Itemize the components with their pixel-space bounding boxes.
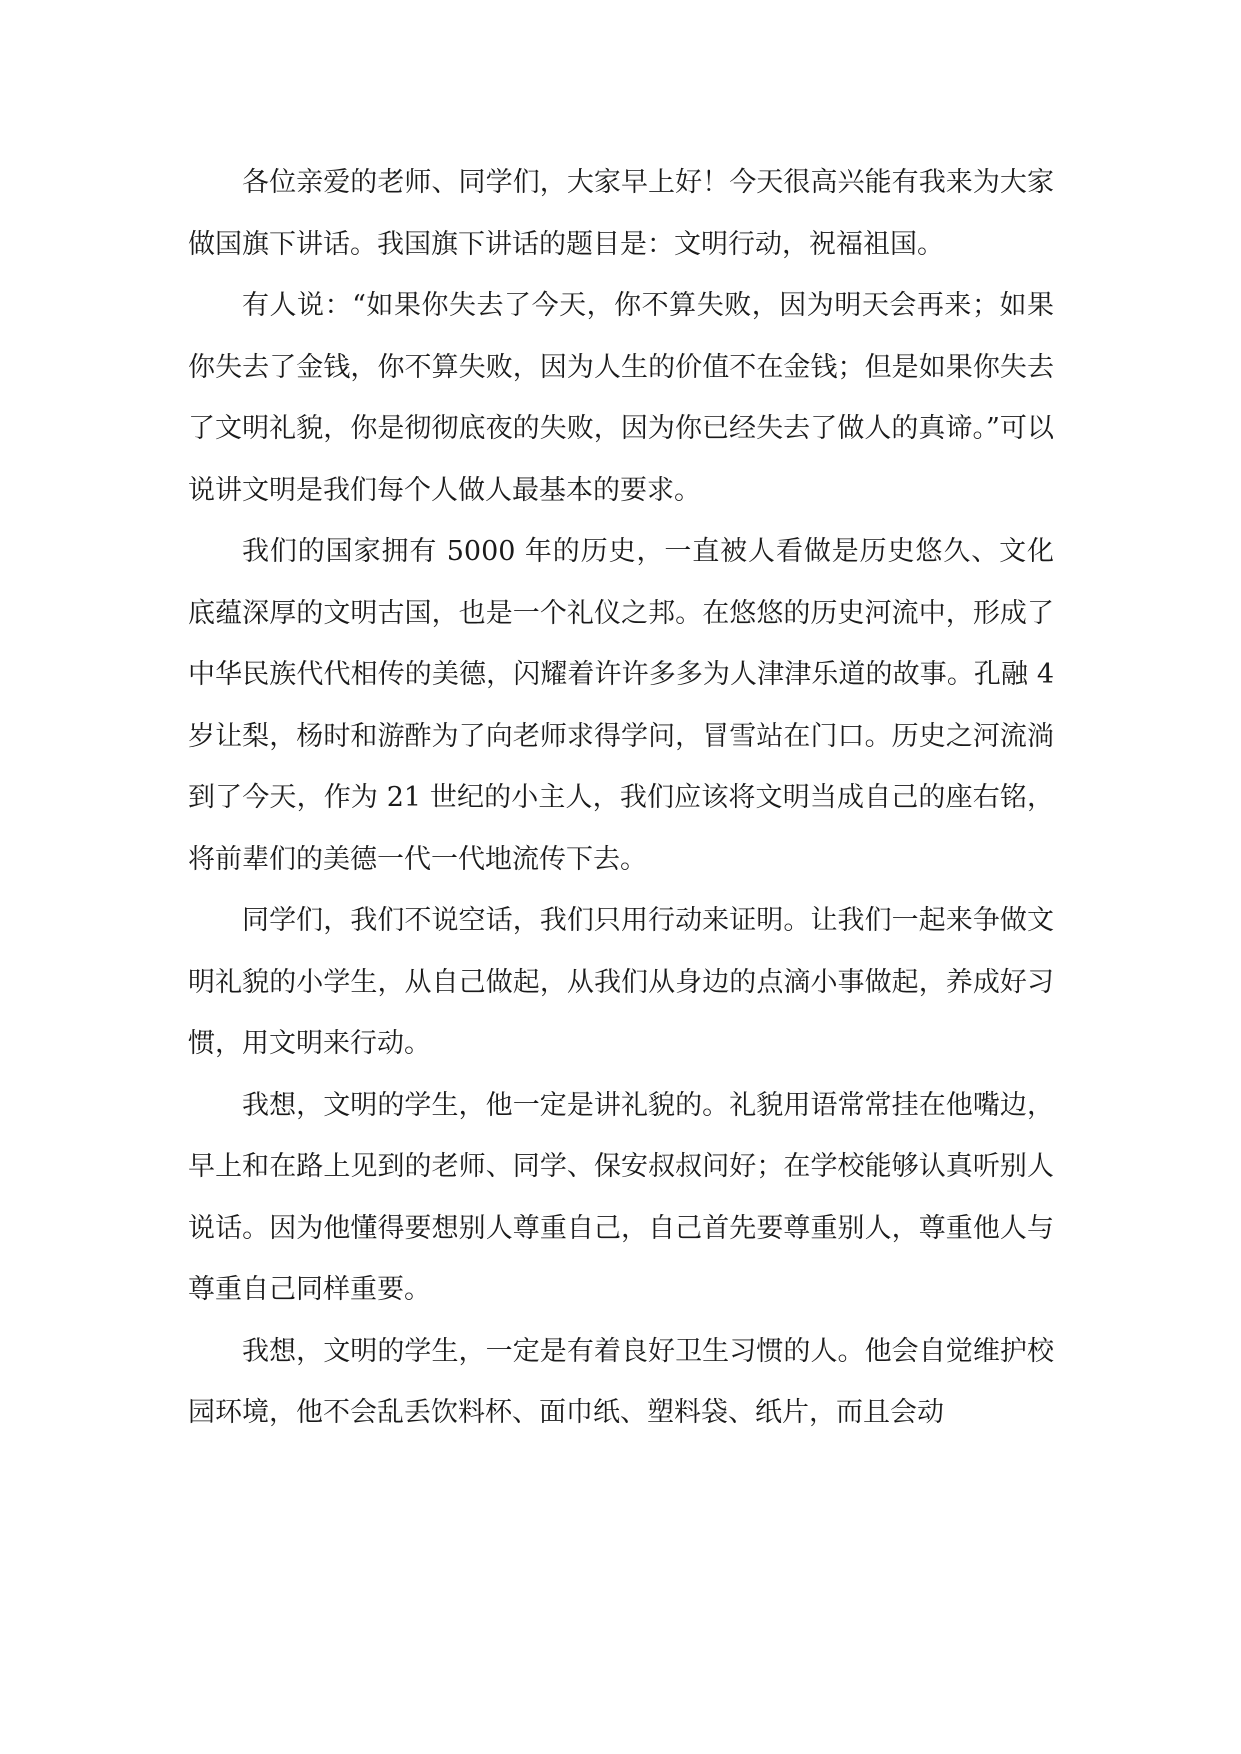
- paragraph-quote: 有人说：“如果你失去了今天，你不算失败，因为明天会再来；如果你失去了金钱，你不算失败，因为人生的价值不在金钱；但是如果你失去了文明礼貌，你是彻彻底夜的失败，因为你已经失去了做人的真谛。”可以说讲文明是我们每个人做人最基本的要求。: [188, 290, 1054, 506]
- paragraph-history: 我们的国家拥有 5000 年的历史，一直被人看做是历史悠久、文化底蕴深厚的文明古国，也是一个礼仪之邦。在悠悠的历史河流中，形成了中华民族代代相传的美德，闪耀着许许多多为人津津乐道的故事。孔融 4 岁让梨，杨时和游酢为了向老师求得学问，冒雪站在门口。历史之河流淌到了今天，作为 21 世纪的小主人，我们应该将文明当成自己的座右铭，将前辈们的美德一代一代地流传下去。: [188, 536, 1054, 875]
- paragraph-politeness: 我想，文明的学生，他一定是讲礼貌的。礼貌用语常常挂在他嘴边，早上和在路上见到的老师、同学、保安叔叔问好；在学校能够认真听别人说话。因为他懂得要想别人尊重自己，自己首先要尊重别人，尊重他人与尊重自己同样重要。: [188, 1089, 1054, 1305]
- paragraph-greeting: 各位亲爱的老师、同学们，大家早上好！今天很高兴能有我来为大家做国旗下讲话。我国旗下讲话的题目是：文明行动，祝福祖国。: [188, 167, 1054, 260]
- paragraph-hygiene: 我想，文明的学生，一定是有着良好卫生习惯的人。他会自觉维护校园环境，他不会乱丢饮料杯、面巾纸、塑料袋、纸片，而且会动: [188, 1335, 1054, 1428]
- paragraph-action: 同学们，我们不说空话，我们只用行动来证明。让我们一起来争做文明礼貌的小学生，从自己做起，从我们从身边的点滴小事做起，养成好习惯，用文明来行动。: [188, 905, 1054, 1059]
- document-body: [188, 152, 1054, 1444]
